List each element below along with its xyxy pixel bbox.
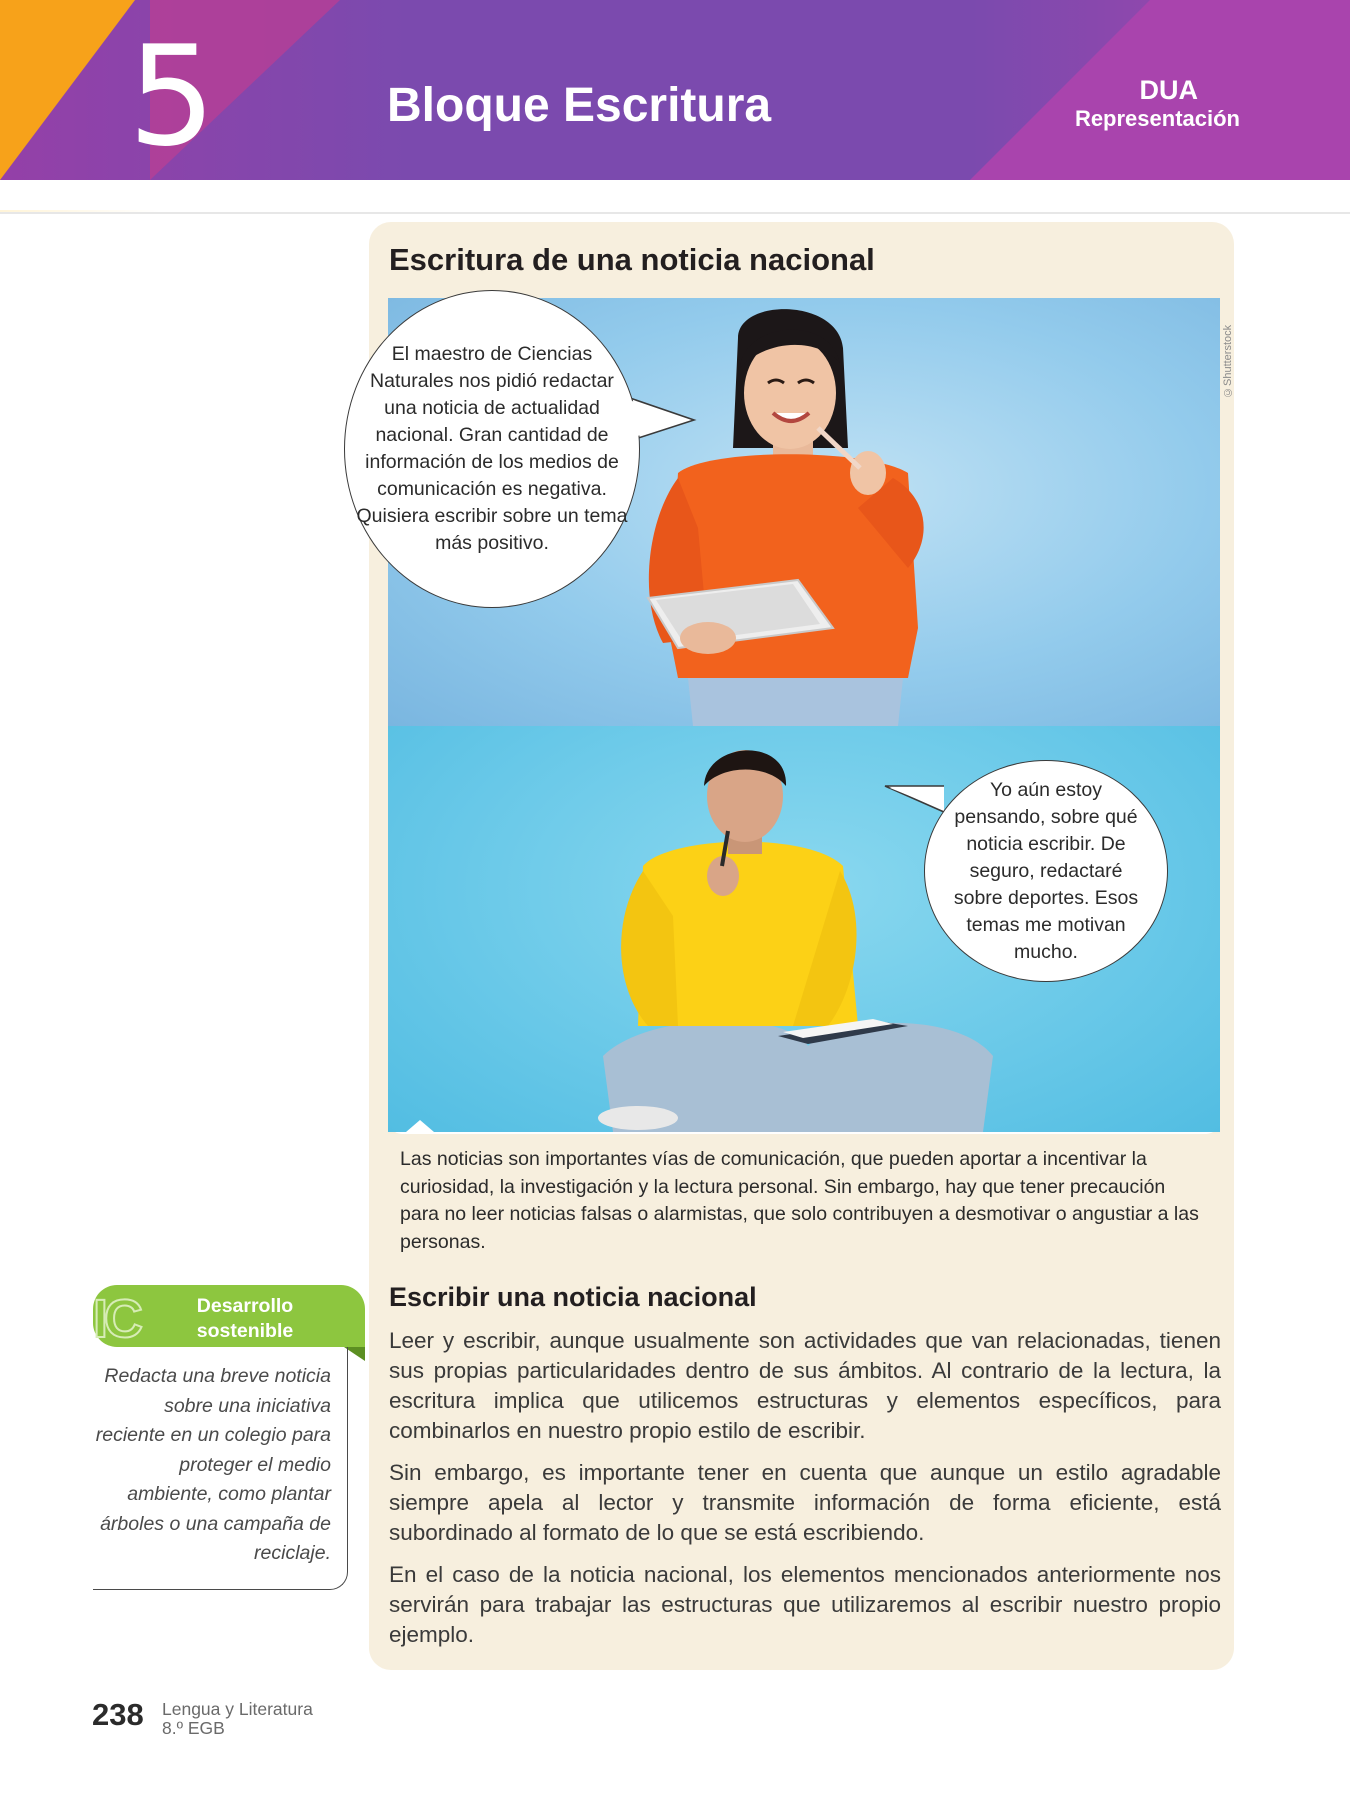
section-title: Escritura de una noticia nacional xyxy=(389,242,875,277)
subject-name: Lengua y Literatura xyxy=(162,1699,313,1719)
paragraph: Sin embargo, es importante tener en cuenta que aunque un estilo agradable siempre apela al lector y transmite información de forma eficiente, está subordinado al formato de lo que se está escribiendo. xyxy=(389,1460,1221,1545)
page-number: 238 xyxy=(92,1697,144,1732)
image-caption: Las noticias son importantes vías de comunicación, que pueden aportar a incentivar la curiosidad, la investigación y la lectura personal. Sin embargo, hay que tener precaución para no leer noticias falsas o alarmistas, que solo contribuyen a desmotivar o angustiar a las personas. xyxy=(400,1148,1199,1253)
body-text xyxy=(389,1326,1221,1662)
chapter-number: 5 xyxy=(128,16,214,177)
ic-logo: IC xyxy=(93,1289,139,1349)
speech-bubble-boy-text: Yo aún estoy pensando, sobre qué noticia escribir. De seguro, redactaré sobre deportes. Esos temas me motivan mucho. xyxy=(953,778,1139,963)
speech-bubble-boy xyxy=(924,760,1168,982)
dua-type: Representación xyxy=(1074,105,1240,131)
sidebar-activity-text: Redacta una breve noticia sobre una iniciativa reciente en un colegio para proteger el medio ambiente, como plantar árboles o una campaña de reciclaje. xyxy=(95,1365,331,1564)
block-title: Bloque Escritura xyxy=(387,79,772,132)
sidebar-badge-label: Desarrollo sostenible xyxy=(196,1295,294,1342)
subsection-title: Escribir una noticia nacional xyxy=(389,1282,757,1312)
paragraph: En el caso de la noticia nacional, los elementos mencionados anteriormente nos servirán para trabajar las estructuras que utilizaremos al escribir nuestro propio ejemplo. xyxy=(389,1562,1221,1647)
subject-info xyxy=(162,1700,313,1738)
image-credit: ©Shutterstock xyxy=(1222,324,1234,398)
grade-label: 8.º EGB xyxy=(162,1718,225,1738)
dua-label: DUA xyxy=(1139,75,1198,105)
paragraph: Leer y escribir, aunque usualmente son actividades que van relacionadas, tienen sus propias particularidades dentro de sus ámbitos. Al contrario de la lectura, la escritura implica que utilicemos estructuras y elementos específicos, para combinarlos en nuestro propio estilo de escribir. xyxy=(389,1328,1221,1443)
speech-bubble-girl-text: El maestro de Ciencias Naturales nos pidió redactar una noticia de actualidad nacional. Gran cantidad de información de los medios de comunicación es negativa. Quisiera escribir sobre un tema más positivo. xyxy=(356,343,628,554)
